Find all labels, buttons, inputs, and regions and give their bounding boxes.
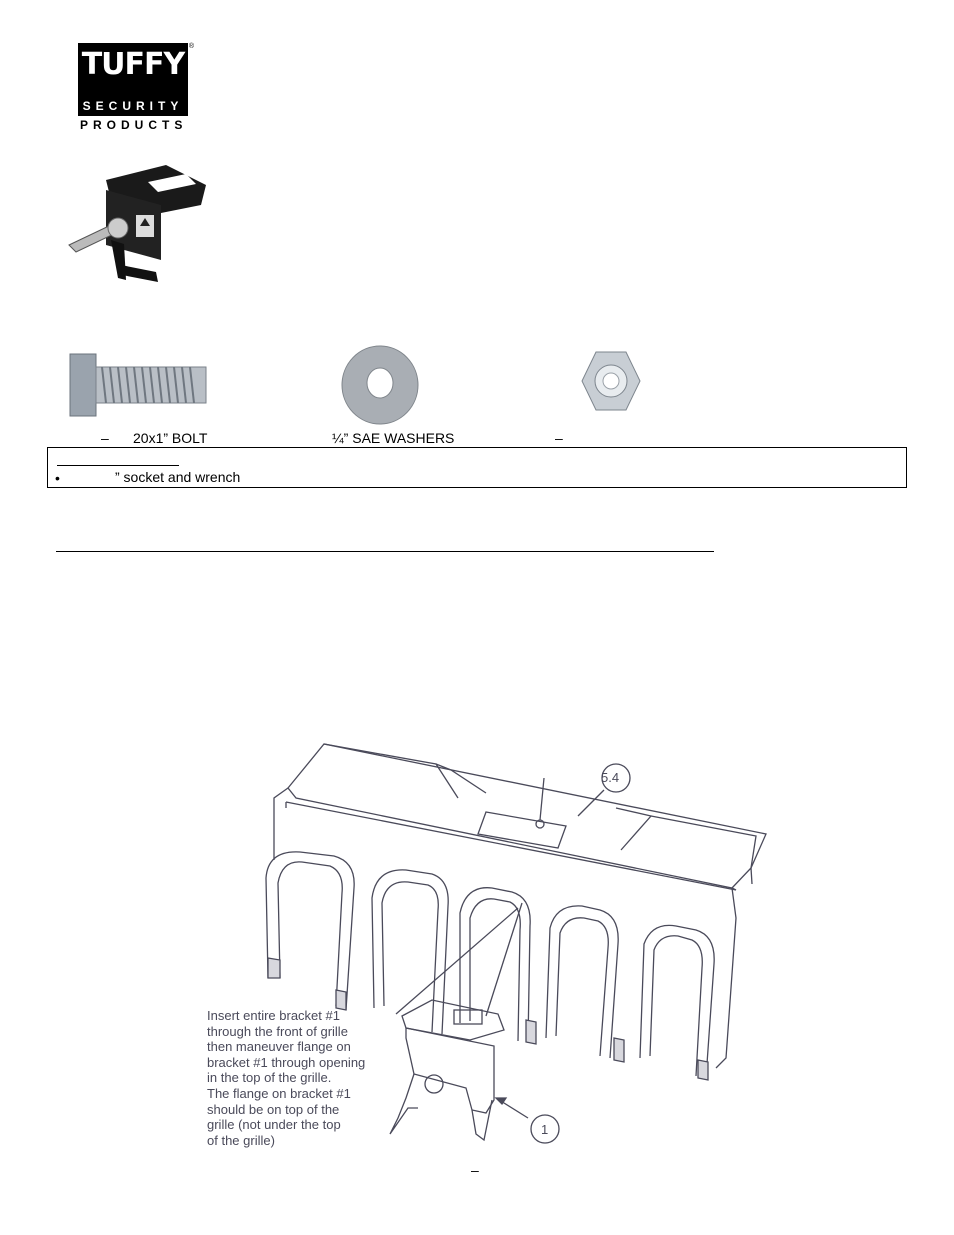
nut-image bbox=[580, 350, 642, 412]
tools-bullet: • bbox=[55, 470, 60, 486]
callout-bracket: 1 bbox=[541, 1122, 549, 1137]
diagram-instructions bbox=[207, 1008, 365, 1148]
nut-dash: – bbox=[555, 430, 563, 446]
instruction-line: of the grille) bbox=[207, 1132, 275, 1148]
instruction-line: through the front of grille bbox=[207, 1023, 348, 1039]
instruction-line: Insert entire bracket #1 bbox=[207, 1008, 340, 1023]
figure-caption-dash: – bbox=[471, 1162, 479, 1178]
logo-registered: ® bbox=[188, 43, 194, 50]
washer-label: ¼” SAE WASHERS bbox=[332, 430, 455, 446]
logo-brand: TUFFY bbox=[81, 47, 185, 82]
bolt-image bbox=[68, 352, 210, 418]
tuffy-logo bbox=[78, 43, 194, 133]
tools-item: ” socket and wrench bbox=[115, 469, 241, 485]
instruction-line: grille (not under the top bbox=[207, 1117, 341, 1133]
bolt-dash: – bbox=[101, 430, 109, 446]
instruction-line: in the top of the grille. bbox=[207, 1070, 332, 1086]
instruction-line: then maneuver flange on bbox=[207, 1039, 351, 1055]
washer-image bbox=[340, 344, 420, 426]
callout-top: 5.4 bbox=[601, 770, 620, 785]
instruction-line: The flange on bracket #1 bbox=[207, 1085, 351, 1101]
instruction-line: bracket #1 through opening bbox=[207, 1054, 366, 1070]
instruction-line: should be on top of the bbox=[207, 1101, 340, 1117]
logo-products: PRODUCTS bbox=[80, 118, 188, 132]
logo-security: SECURITY bbox=[82, 99, 184, 113]
tools-heading-underline bbox=[57, 465, 179, 466]
tools-box bbox=[47, 447, 907, 488]
bracket-image bbox=[66, 160, 211, 290]
bolt-label: 20x1” BOLT bbox=[133, 430, 208, 446]
section-heading-underline bbox=[56, 551, 714, 552]
